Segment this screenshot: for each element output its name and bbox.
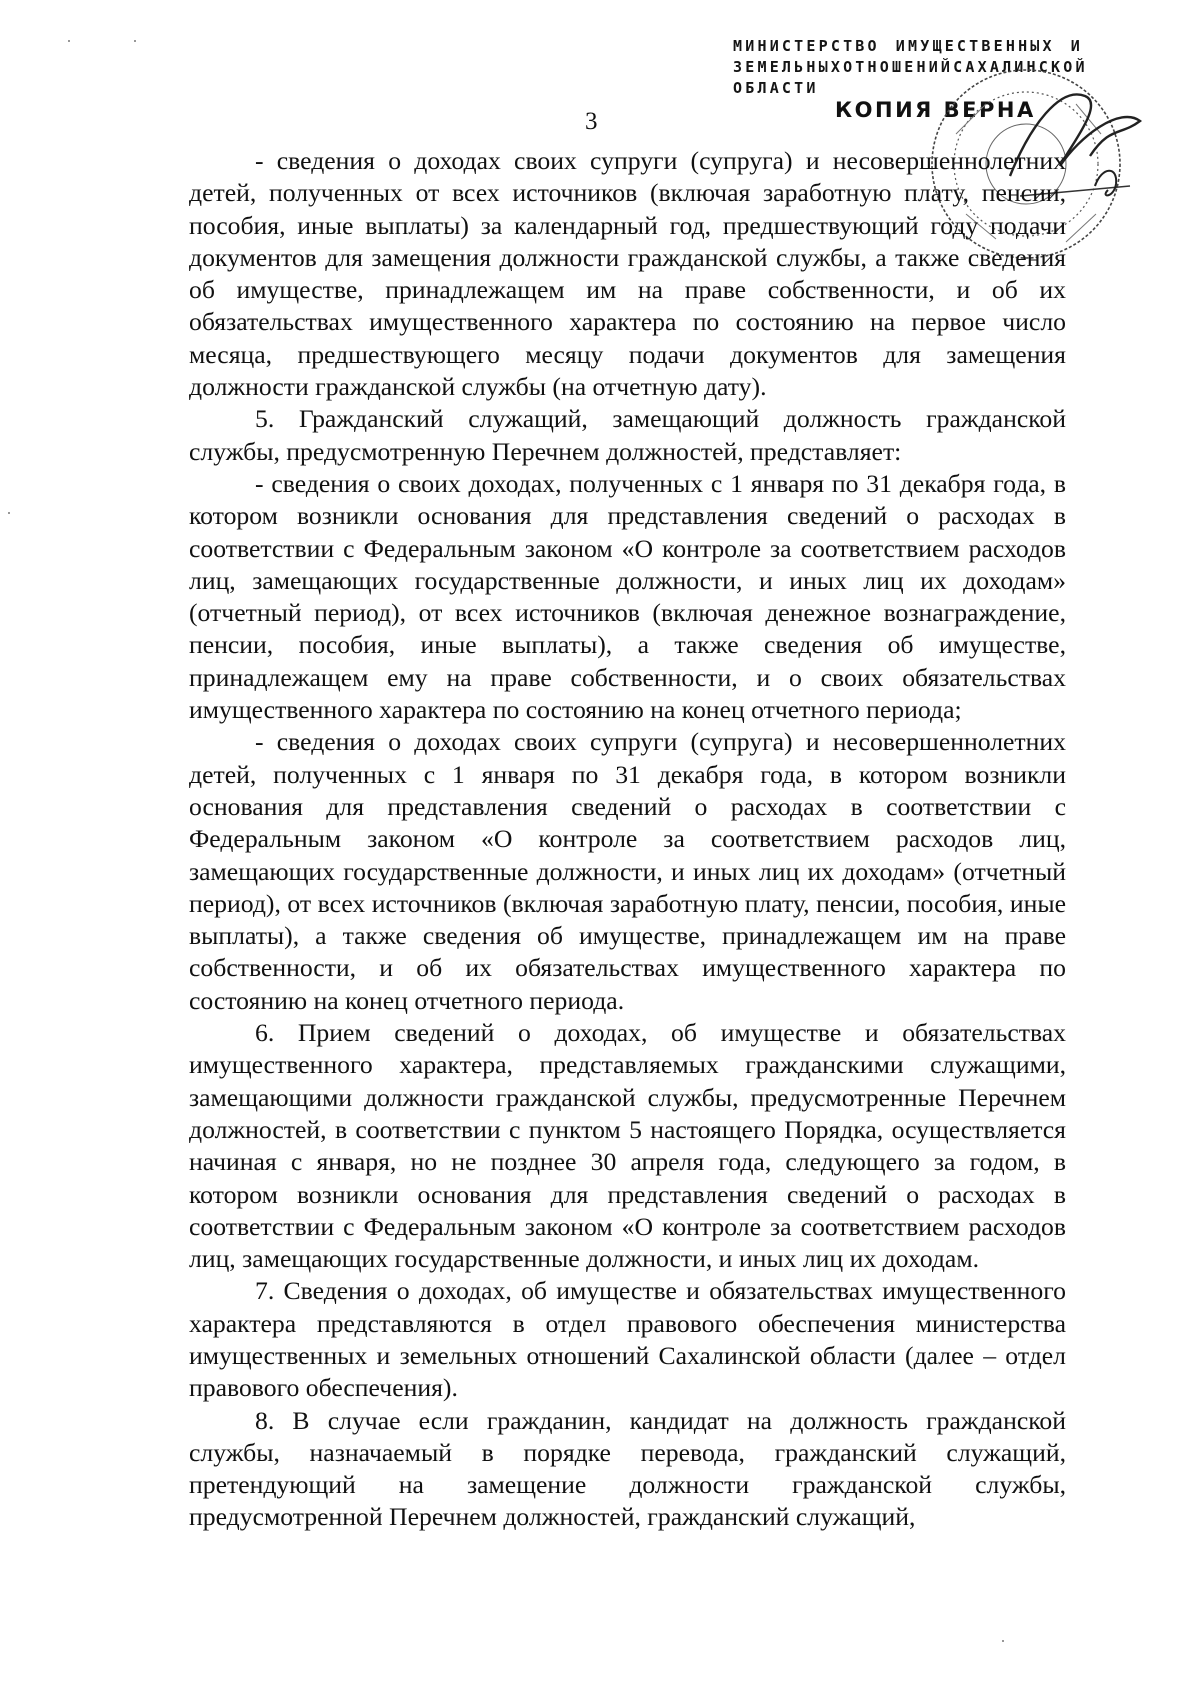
document-body — [189, 145, 1066, 1534]
paragraph-8: 8. В случае если гражданин, кандидат на должность гражданской службы, назначаемый в порядке перевода, гражданский служащий, претендующий на замещение должности гражданской службы, предусмотренной Перечнем должностей, гражданский служащий, — [189, 1405, 1066, 1532]
scan-speck — [134, 40, 136, 42]
stamp-word: ЗЕМЕЛЬНЫХ — [733, 58, 844, 76]
paragraph-6: 6. Прием сведений о доходах, об имуществе и обязательствах имущественного характера, представляемых гражданскими служащими, замещающими должности гражданской службы, предусмотренные Перечнем должностей, в соответствии с пунктом 5 настоящего Порядка, осуществляется начиная с января, но не позднее 30 апреля года, следующего за годом, в котором возникли основания для представления сведений о расходах в соответствии с Федеральным законом «О контроле за соответствием расходов лиц, замещающих государственные должности, и иных лиц их доходам. — [189, 1018, 1066, 1274]
stamp-word: И — [1070, 37, 1083, 55]
paragraph: - сведения о доходах своих супруги (супруга) и несовершеннолетних детей, полученных от всех источников (включая заработную плату, пенсии, пособия, иные выплаты) за календарный год, предшествующий году подачи документов для замещения должности гражданской службы, а также сведения об имуществе, принадлежащем им на праве собственности, и об их обязательствах имущественного характера по состоянию на первое число месяца, предшествующего месяцу подачи документов для замещения должности гражданской службы (на отчетную дату). — [189, 146, 1066, 402]
scan-speck — [8, 512, 10, 514]
stamp-line-3 — [733, 78, 1083, 99]
paragraph: - сведения о доходах своих супруги (супруга) и несовершеннолетних детей, полученных с 1 января по 31 декабря года, в котором возникли основания для представления сведений о расходах в соответствии с Федеральным законом «О контроле за соответствием расходов лиц, замещающих государственные должности, и иных лиц их доходам» (отчетный период), от всех источников (включая заработную плату, пенсии, пособия, иные выплаты), а также сведения об имуществе, принадлежащем им на праве собственности, и об их обязательствах имущественного характера по состоянию на конец отчетного периода. — [189, 727, 1066, 1015]
stamp-word: САХАЛИНСКОЙ — [953, 58, 1088, 76]
certified-copy-label: КОПИЯ ВЕРНА — [835, 98, 1036, 122]
scan-speck — [1002, 1640, 1004, 1642]
stamp-word: МИНИСТЕРСТВО — [733, 37, 880, 55]
ministry-stamp — [733, 36, 1088, 99]
stamp-line-2 — [733, 57, 1088, 78]
stamp-word: ОБЛАСТИ — [733, 79, 819, 97]
scan-speck — [68, 40, 70, 42]
stamp-word: ИМУЩЕСТВЕННЫХ — [895, 37, 1055, 55]
page-number: 3 — [585, 108, 598, 135]
stamp-word: ОТНОШЕНИЙ — [843, 58, 954, 76]
paragraph: - сведения о своих доходах, полученных с 1 января по 31 декабря года, в котором возникли основания для представления сведений о расходах в соответствии с Федеральным законом «О контроле за соответствием расходов лиц, замещающих государственные должности, и иных лиц их доходам» (отчетный период), от всех источников (включая денежное вознаграждение, пенсии, пособия, иные выплаты), а также сведения об имуществе, принадлежащем ему на праве собственности, и о своих обязательствах имущественного характера по состоянию на конец отчетного периода; — [189, 468, 1066, 725]
stamp-line-1 — [733, 36, 1083, 57]
paragraph-7: 7. Сведения о доходах, об имуществе и обязательствах имущественного характера представляются в отдел правового обеспечения министерства имущественных и земельных отношений Сахалинской области (далее – отдел правового обеспечения). — [189, 1276, 1066, 1403]
paragraph-5: 5. Гражданский служащий, замещающий должность гражданской службы, предусмотренную Перечнем должностей, представляет: — [189, 404, 1066, 466]
